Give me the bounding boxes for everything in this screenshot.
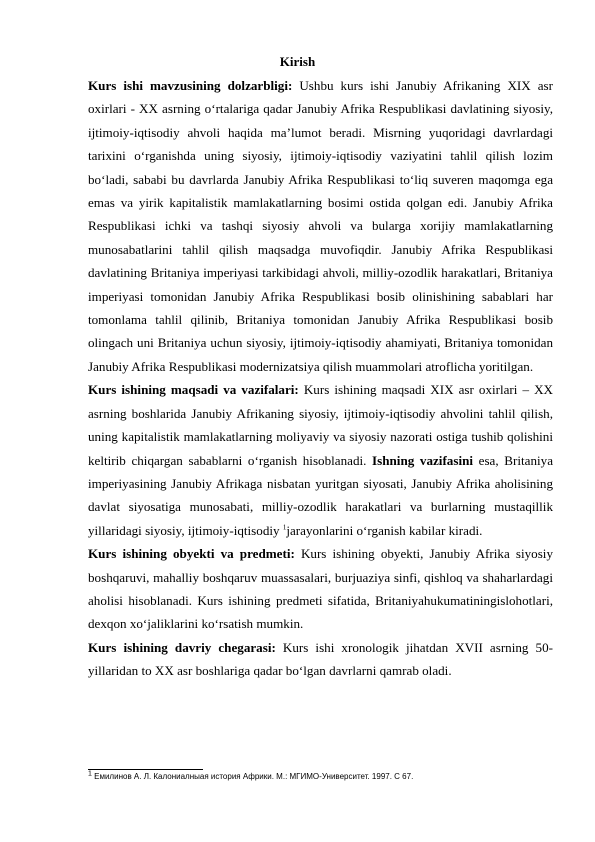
period-heading: Kurs ishining davriy chegarasi: [88, 639, 276, 655]
period-text: Kurs ishi xronologik jihatdan XVII asrning 50-yillaridan to XX asr boshlariga qadar bo‘lgan davrlarni qamrab oladi. [88, 639, 553, 679]
tasks-text-end: jarayonlarini o‘rganish kabilar kiradi. [286, 522, 483, 538]
relevance-paragraph [88, 74, 553, 378]
object-heading: Kurs ishining obyekti va predmeti: [88, 546, 295, 562]
goals-text: Kurs ishining maqsadi XIX asr oxirlari – XX asrning boshlarida Janubiy Afrikaning siyosiy, ijtimoiy-iqtisodiy ahvolini tahlil qilish, uning kapitalistik mamlakatlarning moliyaviy va siyosiy nazorati ostiga tushib qolishini keltirib chiqargan sabablarni o‘rganish hisoblanadi. [88, 382, 553, 468]
period-paragraph [88, 636, 553, 683]
footnote-number: 1 [88, 770, 92, 778]
tasks-heading: Ishning vazifasini [372, 452, 474, 468]
relevance-text: Ushbu kurs ishi Janubiy Afrikaning XIX asr oxirlari - XX asrning o‘rtalariga qadar Janubiy Afrika Respublikasi davlatining siyosiy, ijtimoiy-iqtisodiy ahvoli haqida ma’lumot beradi. Misrning yuqoridagi davrlardagi tarixini o‘rganishda uning siyosiy, ijtimoiy-iqtisodiy vaziyatini tahlil qilish lozim bo‘ladi, sababi bu davrlarda Janubiy Afrika Respublikasi to‘liq suveren maqomga ega emas va yirik kapitalistik mamlakatlarning bosimi ostida qolgan edi. Janubiy Afrika Respublikasi ichki va tashqi siyosiy ahvoli va bularga xorijiy mamlakatlarning munosabatlarini tahlil qilish maqsadga muvofiqdir. Janubiy Afrika Respublikasi davlatining Britaniya imperiyasi tarkibidagi ahvoli, milliy-ozodlik harakatlari, Britaniya imperiyasi tomonidan Janubiy Afrika Respublikasi bosib olinishining sabablari har tomonlama tahlil qilinib, Britaniya tomonidan Janubiy Afrika Respublikasi bosib olingach uni Britaniya uchun siyosiy, ijtimoiy-iqtisodiy ahamiyati, Britaniya tomonidan Janubiy Afrika Respublikasi modernizatsiya qilish muammolari atroflicha yoritilgan. [88, 78, 553, 374]
footnote [88, 772, 553, 782]
relevance-heading: Kurs ishi mavzusining dolzarbligi: [88, 78, 293, 93]
object-text: Kurs ishining obyekti, Janubiy Afrika siyosiy boshqaruvi, mahalliy boshqaruv muassasalari, burjuaziya sinfi, qishloq va shaharlardagi aholisi hisoblanadi. Kurs ishining predmeti sifatida, Britaniyahukumatiningislohotlari, dexqon xo‘jaliklarini ko‘rsatish mumkin. [88, 546, 553, 632]
footnote-reference[interactable]: 1 [282, 523, 287, 532]
body-text [88, 74, 553, 683]
goals-paragraph [88, 378, 553, 542]
page-title: Kirish [279, 54, 316, 69]
tasks-text: esa, Britaniya imperiyasining Janubiy Afrikaga nisbatan yuritgan siyosati, Janubiy Afrika aholisining davlat siyosatiga munosabati, milliy-ozodlik harakatlari va burlarning mustaqillik yillaridagi siyosiy, ijtimoiy-iqtisodiy [88, 452, 554, 538]
goals-heading: Kurs ishining maqsadi va vazifalari: [88, 382, 299, 398]
object-paragraph [88, 542, 553, 636]
footnote-divider [88, 769, 203, 770]
footnote-text: Емилинов А. Л. Калониалныая история Африки. М.: МГИМО-Университет. 1997. С 67. [91, 772, 414, 781]
